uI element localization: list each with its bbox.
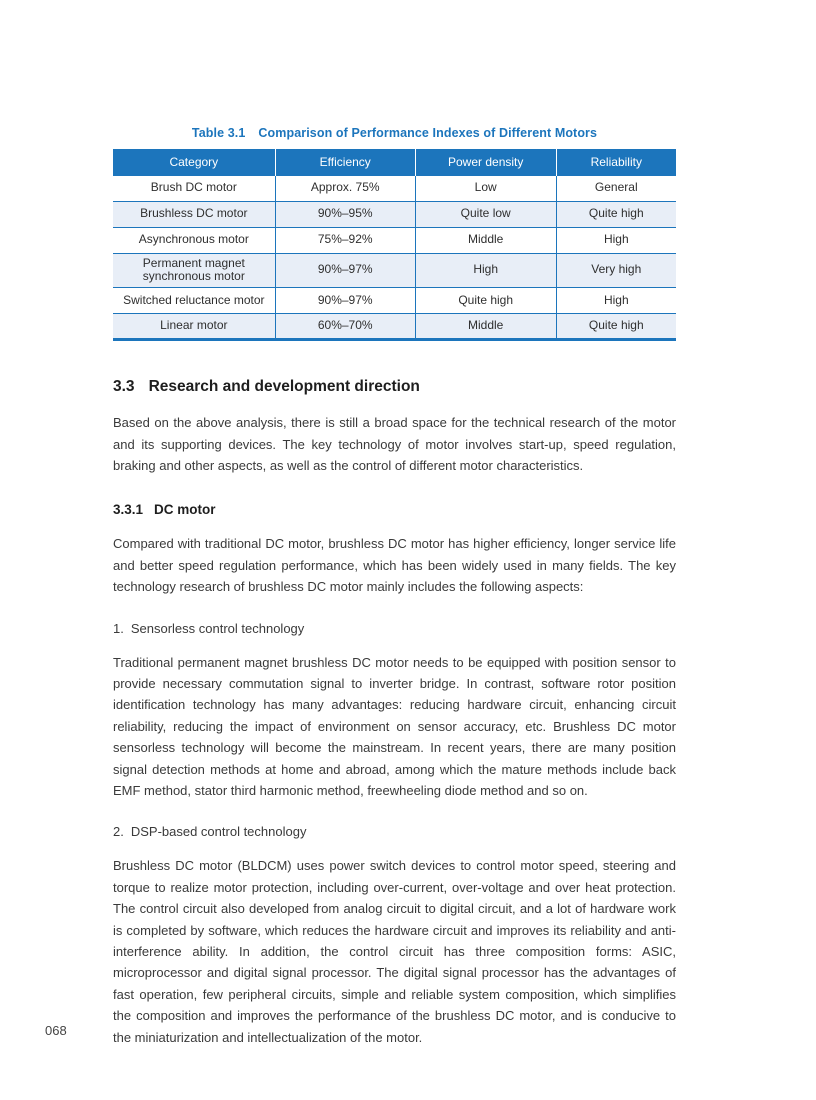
section-heading-3-3-1 <box>113 502 676 517</box>
table-cell: High <box>556 288 676 314</box>
table-cell: Quite high <box>556 314 676 340</box>
column-header: Power density <box>415 149 556 175</box>
subsection-number: 3.3.1 <box>113 502 144 518</box>
table-caption-text: Comparison of Performance Indexes of Different Motors <box>258 126 598 140</box>
table-cell: General <box>556 175 676 201</box>
list-item-1-heading <box>113 621 676 636</box>
table-row <box>113 314 676 340</box>
table-row <box>113 175 676 201</box>
paragraph-item-1: Traditional permanent magnet brushless DC motor needs to be equipped with position sensor to provide necessary commutation signal to inverter bridge. In contrast, software rotor position identification technology has many advantages: reducing hardware circuit, enhancing circuit reliability, reducing the impact of environment on sensor accuracy, etc. Brushless DC motor sensorless technology will become the mainstream. In recent years, there are many position signal detection methods at home and abroad, among which the mature methods include back EMF method, stator third harmonic method, freewheeling diode method and so on. <box>113 654 676 798</box>
table-row <box>113 201 676 227</box>
table-caption <box>113 126 676 140</box>
table-caption-label: Table 3.1 <box>191 126 246 140</box>
table-cell: High <box>556 227 676 253</box>
paragraph-section-3-3: Based on the above analysis, there is still a broad space for the technical research of the motor and its supporting devices. The key technology of motor involves start-up, speed regulation, braking and other aspects, as well as the control of different motor characteristics. <box>113 415 676 473</box>
table-row <box>113 253 676 288</box>
subsection-title: DC motor <box>154 502 216 518</box>
table-cell: Middle <box>415 227 556 253</box>
list-item-2-heading <box>113 824 676 839</box>
table-cell: Approx. 75% <box>275 175 415 201</box>
table-cell: Brush DC motor <box>113 175 275 201</box>
table-cell: Brushless DC motor <box>113 201 275 227</box>
document-page-content <box>113 126 676 1048</box>
section-number: 3.3 <box>113 378 135 396</box>
column-header: Efficiency <box>275 149 415 175</box>
table-cell: Linear motor <box>113 314 275 340</box>
table-cell: Very high <box>556 253 676 288</box>
motor-comparison-table <box>113 149 676 341</box>
paragraph-section-3-3-1: Compared with traditional DC motor, brushless DC motor has higher efficiency, longer service life and better speed regulation performance, which has been widely used in many fields. The key technology research of brushless DC motor mainly includes the following aspects: <box>113 536 676 595</box>
paragraph-item-2: Brushless DC motor (BLDCM) uses power switch devices to control motor speed, steering and torque to realize motor protection, including over-current, over-voltage and over heat protection. The control circuit also developed from analog circuit to digital circuit, and a lot of hardware work is completed by software, which reduces the hardware circuit and improves its reliability and anti-interference ability. In addition, the control circuit has three composition forms: ASIC, microprocessor and digital signal processor. The digital signal processor has the advantages of fast operation, few peripheral circuits, simple and reliable system composition, which simplifies the composition and improves the performance of the brushless DC motor, and is conducive to the miniaturization and intellectualization of the motor. <box>113 858 676 1045</box>
table-cell: Switched reluctance motor <box>113 288 275 314</box>
table-row <box>113 288 676 314</box>
table-cell: 75%–92% <box>275 227 415 253</box>
section-heading-3-3 <box>113 378 676 396</box>
section-title: Research and development direction <box>148 378 420 396</box>
table-cell: 60%–70% <box>275 314 415 340</box>
table-cell: 90%–97% <box>275 288 415 314</box>
list-item-2-title: DSP-based control technology <box>130 824 307 840</box>
page-number: 068 <box>45 1023 67 1038</box>
column-header: Category <box>113 149 275 175</box>
table-cell: 90%–97% <box>275 253 415 288</box>
table-cell: Asynchronous motor <box>113 227 275 253</box>
column-header: Reliability <box>556 149 676 175</box>
table-cell: Quite low <box>415 201 556 227</box>
list-item-1-title: Sensorless control technology <box>130 620 305 636</box>
table-cell: High <box>415 253 556 288</box>
table-header-row <box>113 149 676 175</box>
list-item-2-number: 2. <box>113 824 124 840</box>
table-cell: 90%–95% <box>275 201 415 227</box>
table-cell: Quite high <box>415 288 556 314</box>
table-cell: Quite high <box>556 201 676 227</box>
table-cell: Permanent magnet synchronous motor <box>113 253 275 288</box>
table-row <box>113 227 676 253</box>
table-cell: Middle <box>415 314 556 340</box>
list-item-1-number: 1. <box>113 620 124 636</box>
table-cell: Low <box>415 175 556 201</box>
